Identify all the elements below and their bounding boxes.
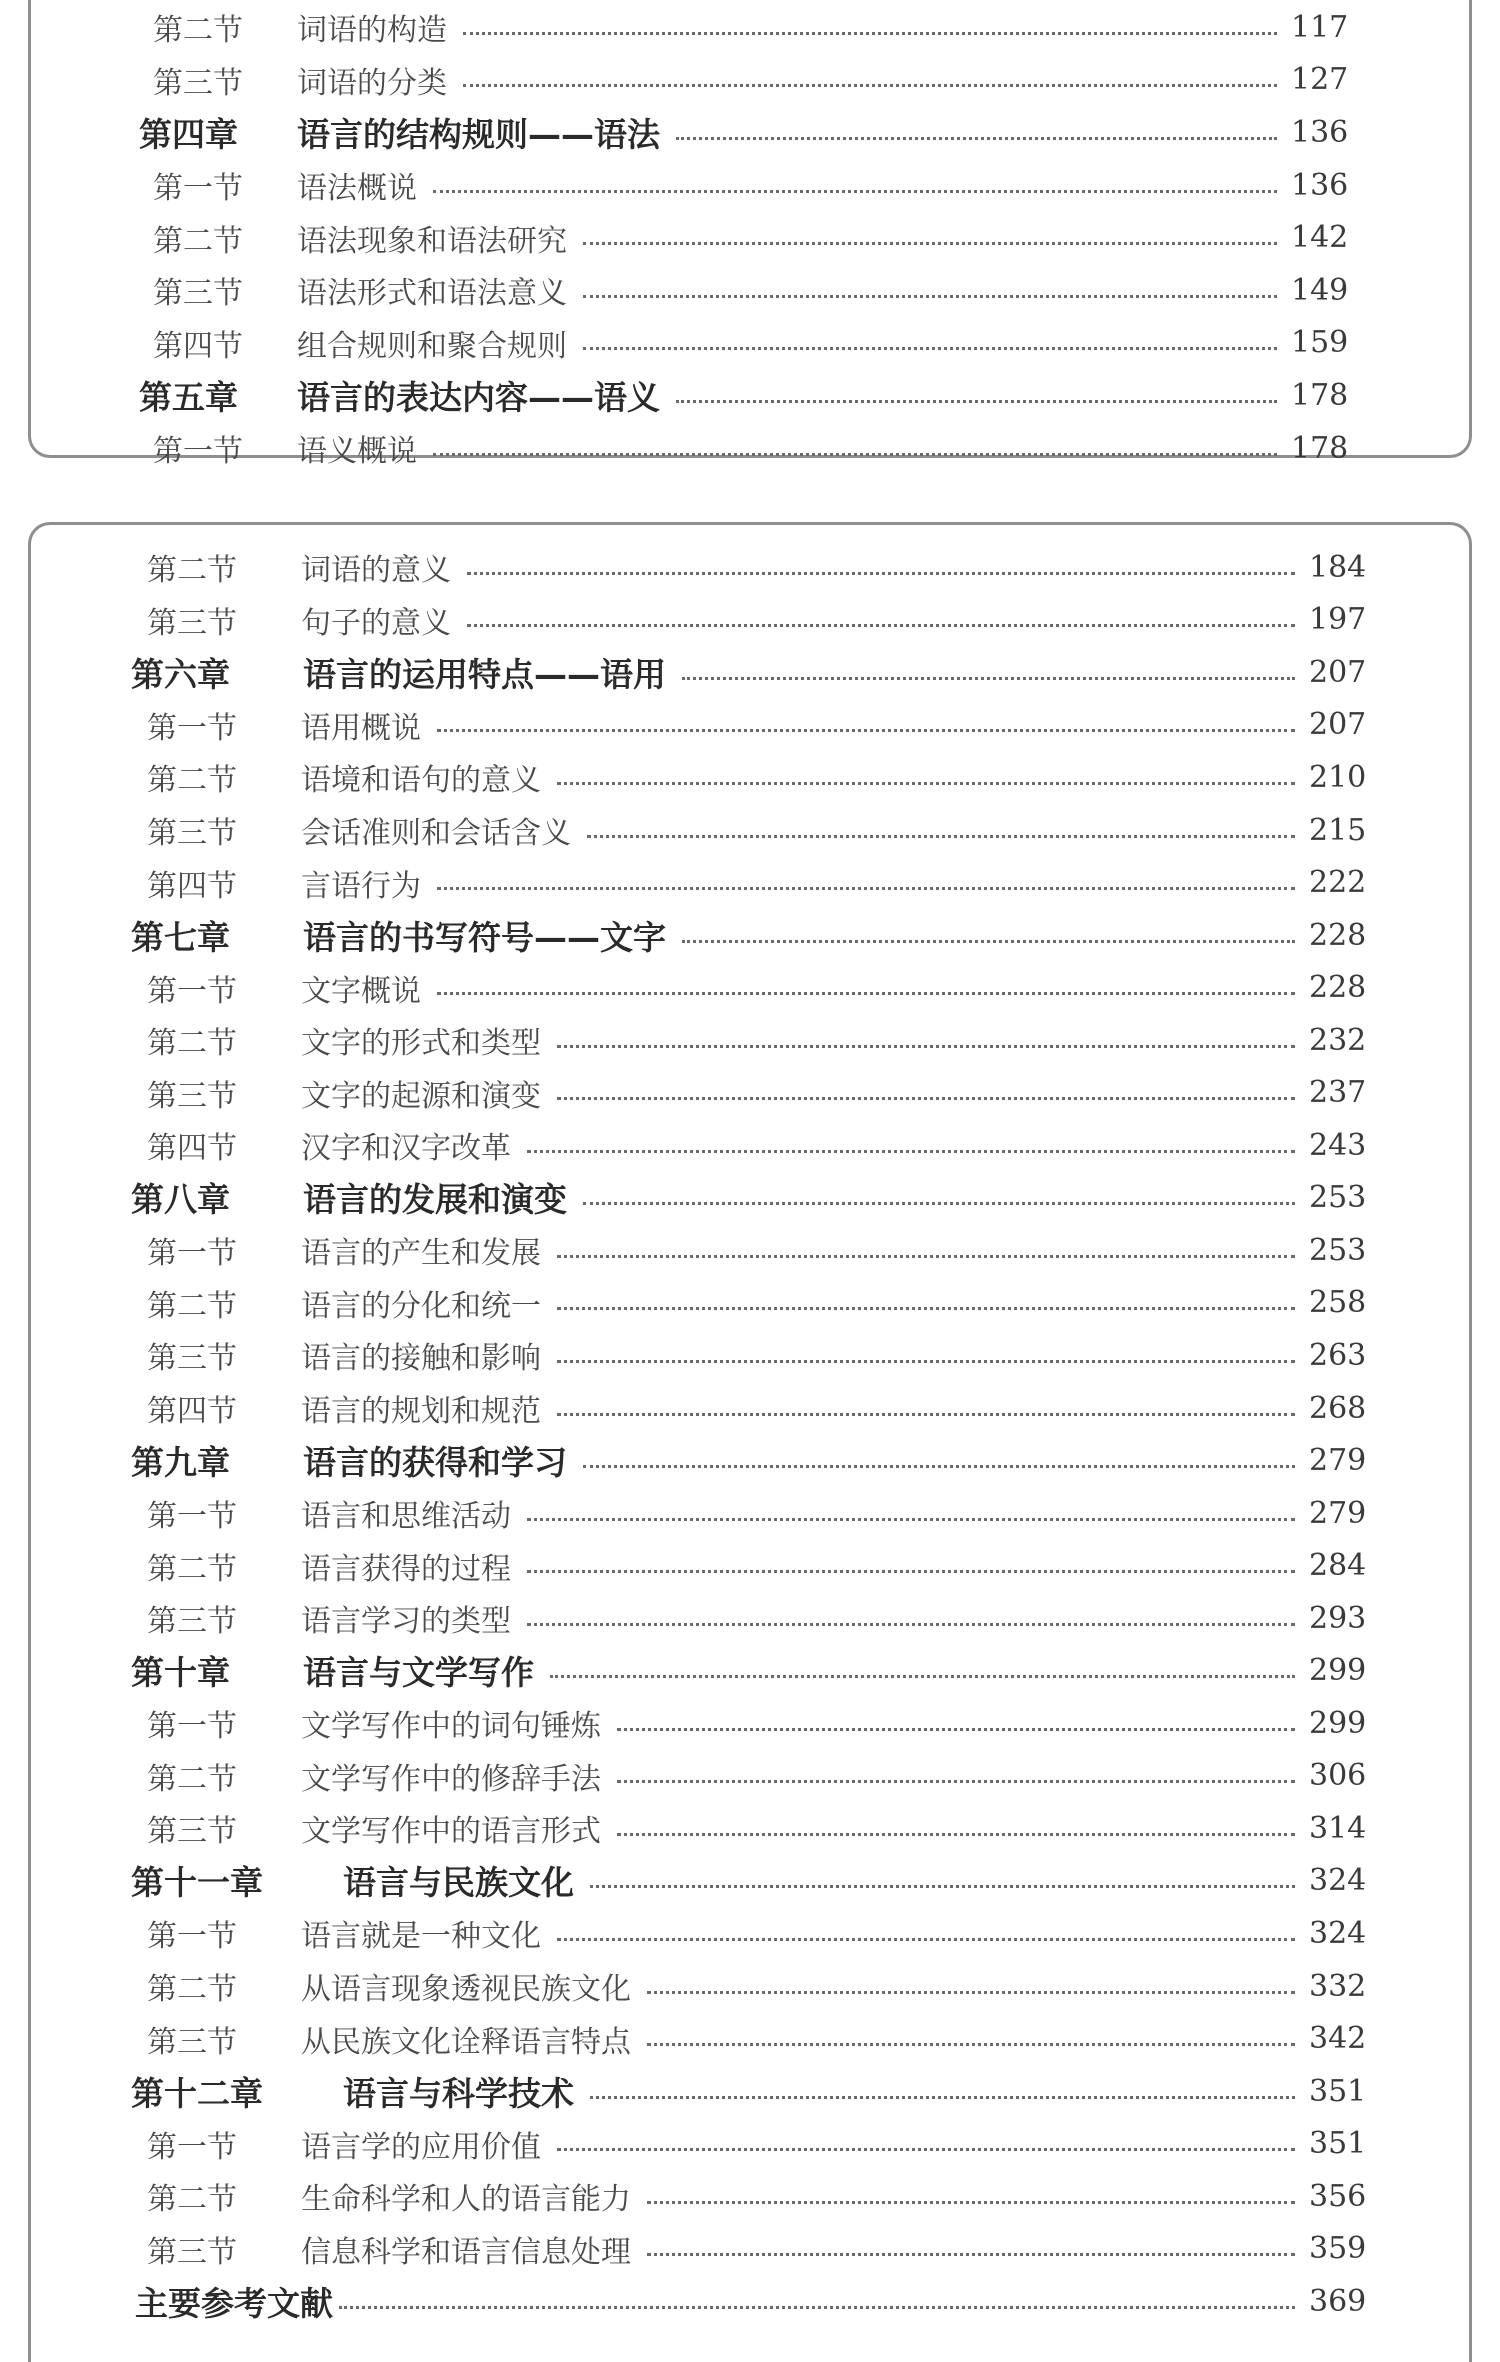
toc-section-row xyxy=(31,1907,1469,1960)
section-number: 第四节 xyxy=(147,1394,237,1430)
toc-section-row xyxy=(31,211,1469,264)
section-number: 第三节 xyxy=(147,2234,237,2270)
section-title: 词语的构造 xyxy=(297,13,447,49)
section-title: 语言的规划和规范 xyxy=(301,1394,541,1430)
page-number: 299 xyxy=(1309,1705,1367,1741)
section-number: 第一节 xyxy=(153,434,243,470)
toc-references-row xyxy=(31,2275,1469,2328)
toc-section-row xyxy=(31,264,1469,317)
section-number: 第一节 xyxy=(147,1919,237,1955)
section-title: 语言学的应用价值 xyxy=(301,2129,541,2165)
section-title: 语境和语句的意义 xyxy=(301,763,541,799)
dot-leader xyxy=(433,190,1277,193)
section-number: 第三节 xyxy=(147,2024,237,2060)
section-title: 语言的接触和影响 xyxy=(301,1341,541,1377)
page-number: 178 xyxy=(1291,430,1349,466)
toc-section-row xyxy=(31,159,1469,212)
page-number: 207 xyxy=(1309,707,1367,743)
toc-list-top xyxy=(31,1,1469,474)
toc-chapter-row xyxy=(31,909,1469,962)
toc-section-row xyxy=(31,1119,1469,1172)
dot-leader xyxy=(647,2253,1295,2256)
toc-section-row xyxy=(31,1,1469,54)
toc-section-row xyxy=(31,751,1469,804)
page-number: 243 xyxy=(1309,1127,1367,1163)
page-number: 359 xyxy=(1309,2231,1367,2267)
toc-section-row xyxy=(31,1750,1469,1803)
toc-section-row xyxy=(31,1802,1469,1855)
section-number: 第二节 xyxy=(147,1551,237,1587)
page-number: 136 xyxy=(1291,114,1349,150)
dot-leader xyxy=(583,242,1277,245)
dot-leader xyxy=(583,1202,1295,1205)
section-number: 第二节 xyxy=(147,1761,237,1797)
dot-leader xyxy=(590,1885,1295,1888)
page-number: 253 xyxy=(1309,1180,1367,1216)
section-number: 第四节 xyxy=(147,1131,237,1167)
chapter-title: 语言的发展和演变 xyxy=(303,1180,567,1220)
toc-section-row xyxy=(31,804,1469,857)
page-number: 324 xyxy=(1309,1863,1367,1899)
dot-leader xyxy=(557,1097,1295,1100)
section-title: 语法形式和语法意义 xyxy=(297,276,567,312)
section-title: 文字的起源和演变 xyxy=(301,1078,541,1114)
dot-leader xyxy=(583,295,1277,298)
toc-section-row xyxy=(31,594,1469,647)
chapter-number: 第九章 xyxy=(131,1443,230,1483)
page-number: 222 xyxy=(1309,865,1367,901)
dot-leader xyxy=(339,2306,1295,2309)
page-number: 279 xyxy=(1309,1495,1367,1531)
toc-section-row xyxy=(31,317,1469,370)
section-title: 文学写作中的语言形式 xyxy=(301,1814,601,1850)
toc-panel-top xyxy=(28,0,1472,470)
dot-leader xyxy=(467,572,1295,575)
page-number: 117 xyxy=(1291,9,1349,45)
page-number: 306 xyxy=(1309,1758,1367,1794)
dot-leader xyxy=(557,1938,1295,1941)
dot-leader xyxy=(557,2148,1295,2151)
page-number: 356 xyxy=(1309,2178,1367,2214)
page-number: 197 xyxy=(1309,602,1367,638)
toc-chapter-row xyxy=(31,646,1469,699)
dot-leader xyxy=(527,1518,1295,1521)
section-title: 语用概说 xyxy=(301,710,421,746)
dot-leader xyxy=(437,992,1295,995)
toc-section-row xyxy=(31,1697,1469,1750)
toc-section-row xyxy=(31,1066,1469,1119)
page-number: 351 xyxy=(1309,2126,1367,2162)
section-number: 第一节 xyxy=(147,710,237,746)
dot-leader xyxy=(583,1465,1295,1468)
dot-leader xyxy=(647,2201,1295,2204)
toc-section-row xyxy=(31,856,1469,909)
dot-leader xyxy=(527,1150,1295,1153)
toc-section-row xyxy=(31,699,1469,752)
toc-chapter-row xyxy=(31,1855,1469,1908)
toc-section-row xyxy=(31,2117,1469,2170)
section-title: 语言的产生和发展 xyxy=(301,1236,541,1272)
page-number: 263 xyxy=(1309,1337,1367,1373)
dot-leader xyxy=(437,887,1295,890)
page-number: 228 xyxy=(1309,970,1367,1006)
section-number: 第三节 xyxy=(147,816,237,851)
dot-leader xyxy=(617,1833,1295,1836)
chapter-title: 语言与文学写作 xyxy=(303,1653,534,1693)
section-title: 语言和思维活动 xyxy=(301,1499,511,1535)
page-number: 136 xyxy=(1291,167,1349,203)
toc-section-row xyxy=(31,1014,1469,1067)
section-title: 语言获得的过程 xyxy=(301,1551,511,1587)
toc-chapter-row xyxy=(31,1644,1469,1697)
section-number: 第二节 xyxy=(147,1026,237,1062)
chapter-title: 语言的运用特点——语用 xyxy=(303,654,666,694)
dot-leader xyxy=(676,137,1277,140)
page-number: 324 xyxy=(1309,1915,1367,1951)
dot-leader xyxy=(617,1780,1295,1783)
dot-leader xyxy=(682,940,1295,943)
dot-leader xyxy=(437,729,1295,732)
page-number: 215 xyxy=(1309,812,1367,848)
section-number: 第三节 xyxy=(147,1604,237,1640)
page-number: 232 xyxy=(1309,1022,1367,1058)
toc-panel-bottom xyxy=(28,522,1472,2362)
toc-section-row xyxy=(31,541,1469,594)
section-title: 文字的形式和类型 xyxy=(301,1026,541,1062)
chapter-title: 语言与民族文化 xyxy=(343,1863,574,1903)
chapter-title: 语言的表达内容——语义 xyxy=(297,377,660,417)
dot-leader xyxy=(463,32,1277,35)
toc-chapter-row xyxy=(31,1434,1469,1487)
section-title: 从民族文化诠释语言特点 xyxy=(301,2024,631,2060)
toc-chapter-row xyxy=(31,2065,1469,2118)
section-title: 生命科学和人的语言能力 xyxy=(301,2182,631,2218)
toc-section-row xyxy=(31,2223,1469,2276)
section-number: 第一节 xyxy=(147,1499,237,1535)
section-number: 第四节 xyxy=(153,328,243,364)
section-number: 第二节 xyxy=(147,2182,237,2218)
dot-leader xyxy=(527,1570,1295,1573)
toc-section-row xyxy=(31,1592,1469,1645)
page-number: 149 xyxy=(1291,272,1349,308)
section-title: 文学写作中的修辞手法 xyxy=(301,1761,601,1797)
toc-section-row xyxy=(31,1277,1469,1330)
chapter-number: 第五章 xyxy=(139,377,238,417)
section-number: 第二节 xyxy=(147,553,237,589)
page-number: 342 xyxy=(1309,2021,1367,2057)
section-title: 句子的意义 xyxy=(301,605,451,641)
page-number: 142 xyxy=(1291,220,1349,256)
section-number: 第三节 xyxy=(147,1078,237,1114)
section-title: 语法现象和语法研究 xyxy=(297,223,567,259)
section-title: 组合规则和聚合规则 xyxy=(297,328,567,364)
section-title: 信息科学和语言信息处理 xyxy=(301,2234,631,2270)
page-number: 279 xyxy=(1309,1443,1367,1479)
chapter-title: 语言与科学技术 xyxy=(343,2073,574,2113)
section-title: 汉字和汉字改革 xyxy=(301,1131,511,1167)
page-number: 258 xyxy=(1309,1285,1367,1321)
section-title: 从语言现象透视民族文化 xyxy=(301,1972,631,2008)
dot-leader xyxy=(590,2096,1295,2099)
section-number: 第二节 xyxy=(153,223,243,259)
toc-section-row xyxy=(31,1329,1469,1382)
page-number: 228 xyxy=(1309,917,1367,953)
page-number: 268 xyxy=(1309,1390,1367,1426)
page-number: 351 xyxy=(1309,2073,1367,2109)
toc-list-bottom xyxy=(31,541,1469,2328)
chapter-title: 语言的获得和学习 xyxy=(303,1443,567,1483)
section-number: 第三节 xyxy=(147,1814,237,1850)
chapter-number: 第七章 xyxy=(131,917,230,957)
section-title: 词语的分类 xyxy=(297,65,447,101)
page-number: 159 xyxy=(1291,325,1349,361)
section-number: 第一节 xyxy=(153,171,243,207)
toc-section-row xyxy=(31,1382,1469,1435)
toc-section-row xyxy=(31,2012,1469,2065)
section-number: 第一节 xyxy=(147,1236,237,1272)
toc-chapter-row xyxy=(31,1172,1469,1225)
section-number: 第二节 xyxy=(153,13,243,49)
toc-section-row xyxy=(31,1960,1469,2013)
toc-section-row xyxy=(31,1487,1469,1540)
dot-leader xyxy=(587,835,1295,838)
section-number: 第三节 xyxy=(147,1341,237,1377)
toc-chapter-row xyxy=(31,106,1469,159)
section-number: 第二节 xyxy=(147,1972,237,2008)
page-number: 178 xyxy=(1291,377,1349,413)
section-title: 文字概说 xyxy=(301,973,421,1009)
section-title: 语法概说 xyxy=(297,171,417,207)
toc-section-row xyxy=(31,2170,1469,2223)
page-number: 253 xyxy=(1309,1232,1367,1268)
page-number: 184 xyxy=(1309,549,1367,585)
page-number: 127 xyxy=(1291,62,1349,98)
section-title: 语言学习的类型 xyxy=(301,1604,511,1640)
section-number: 第一节 xyxy=(147,973,237,1009)
section-title: 言语行为 xyxy=(301,868,421,904)
section-number: 第三节 xyxy=(147,605,237,641)
dot-leader xyxy=(527,1623,1295,1626)
chapter-number: 第四章 xyxy=(139,114,238,154)
section-number: 第二节 xyxy=(147,763,237,799)
page-number: 369 xyxy=(1309,2283,1367,2319)
page-number: 314 xyxy=(1309,1810,1367,1846)
page-number: 299 xyxy=(1309,1653,1367,1689)
chapter-title: 语言的书写符号——文字 xyxy=(303,917,666,957)
section-title: 语言的分化和统一 xyxy=(301,1288,541,1324)
dot-leader xyxy=(583,347,1277,350)
toc-section-row xyxy=(31,1539,1469,1592)
dot-leader xyxy=(557,1360,1295,1363)
dot-leader xyxy=(550,1675,1295,1678)
section-title: 会话准则和会话含义 xyxy=(301,816,571,851)
dot-leader xyxy=(467,624,1295,627)
dot-leader xyxy=(647,2043,1295,2046)
dot-leader xyxy=(557,782,1295,785)
section-title: 语言就是一种文化 xyxy=(301,1919,541,1955)
dot-leader xyxy=(617,1728,1295,1731)
toc-section-row xyxy=(31,1224,1469,1277)
chapter-number: 第六章 xyxy=(131,654,230,694)
dot-leader xyxy=(463,84,1277,87)
dot-leader xyxy=(647,1991,1295,1994)
section-title: 语义概说 xyxy=(297,434,417,470)
toc-section-row xyxy=(31,422,1469,475)
dot-leader xyxy=(557,1307,1295,1310)
section-title: 词语的意义 xyxy=(301,553,451,589)
dot-leader xyxy=(557,1413,1295,1416)
references-title: 主要参考文献 xyxy=(135,2283,333,2323)
dot-leader xyxy=(682,677,1295,680)
page-number: 284 xyxy=(1309,1548,1367,1584)
dot-leader xyxy=(557,1045,1295,1048)
chapter-number: 第十一章 xyxy=(131,1863,263,1903)
page-number: 207 xyxy=(1309,654,1367,690)
dot-leader xyxy=(676,400,1277,403)
section-number: 第三节 xyxy=(153,276,243,312)
section-number: 第三节 xyxy=(153,65,243,101)
section-number: 第一节 xyxy=(147,1709,237,1745)
chapter-number: 第八章 xyxy=(131,1180,230,1220)
dot-leader xyxy=(557,1255,1295,1258)
toc-chapter-row xyxy=(31,369,1469,422)
page-number: 210 xyxy=(1309,759,1367,795)
chapter-number: 第十二章 xyxy=(131,2073,263,2113)
chapter-number: 第十章 xyxy=(131,1653,230,1693)
dot-leader xyxy=(433,453,1277,456)
chapter-title: 语言的结构规则——语法 xyxy=(297,114,660,154)
section-title: 文学写作中的词句锤炼 xyxy=(301,1709,601,1745)
page-number: 293 xyxy=(1309,1600,1367,1636)
page-number: 332 xyxy=(1309,1968,1367,2004)
section-number: 第二节 xyxy=(147,1288,237,1324)
section-number: 第一节 xyxy=(147,2129,237,2165)
toc-section-row xyxy=(31,961,1469,1014)
section-number: 第四节 xyxy=(147,868,237,904)
toc-section-row xyxy=(31,54,1469,107)
page-number: 237 xyxy=(1309,1075,1367,1111)
